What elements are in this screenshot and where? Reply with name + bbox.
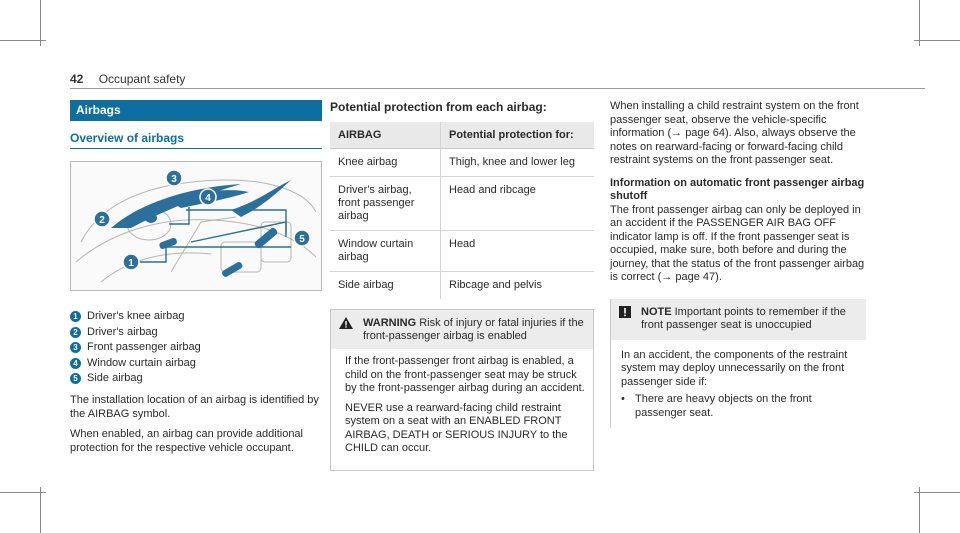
svg-text:5: 5	[299, 234, 305, 245]
crop-mark	[919, 487, 920, 533]
warning-box	[330, 309, 594, 471]
crop-mark	[914, 40, 960, 41]
table-cell: Head	[441, 231, 595, 272]
middle-column	[330, 100, 594, 471]
section-banner: Airbags	[70, 100, 322, 121]
svg-text:1: 1	[128, 258, 134, 269]
warning-paragraph: NEVER use a rearward-facing child restraint system on a seat with an ENABLED FRONT AIRBAG, DEATH or SERIOUS INJURY to the CHILD can occur.	[345, 401, 568, 454]
legend-item	[70, 325, 322, 341]
note-header	[611, 299, 866, 340]
table-row	[330, 149, 594, 177]
table-cell: Driver's airbag, front passenger airbag	[330, 177, 441, 231]
note-text: Important points to remember if the front passenger seat is unoccupied	[641, 305, 846, 331]
header-divider	[70, 88, 925, 89]
legend-text: Driver's knee airbag	[87, 310, 185, 322]
legend-text: Driver's airbag	[87, 325, 158, 338]
number-badge: 1	[70, 311, 81, 322]
legend-text: Side airbag	[87, 372, 143, 384]
svg-text:3: 3	[171, 174, 177, 185]
warning-header-text	[363, 317, 585, 343]
number-badge: 2	[70, 327, 81, 338]
warning-body	[331, 349, 593, 470]
table-cell: Knee airbag	[330, 149, 441, 177]
airbag-illustration	[70, 161, 322, 291]
column-header: Potential protection for:	[441, 122, 595, 149]
legend-text: Front passenger airbag	[87, 341, 201, 353]
number-badge: 5	[70, 373, 81, 384]
column-header: AIRBAG	[330, 122, 441, 149]
legend-item	[70, 356, 322, 372]
crop-mark	[914, 492, 960, 493]
paragraph: When installing a child restraint system on the front passenger seat, observe the vehicle-specific information (→ page 64). Also, always observe the notes on rearward-facing or forward-facing child restraint systems on the front passenger seat.	[610, 100, 859, 166]
number-badge: 3	[70, 342, 81, 353]
note-label: NOTE	[641, 305, 672, 318]
table-row	[330, 177, 594, 231]
warning-label: WARNING	[363, 317, 417, 329]
note-box	[610, 299, 866, 429]
subheading: Overview of airbags	[70, 131, 322, 149]
legend-item	[70, 371, 322, 387]
subheading: Information on automatic front passenger airbag shutoff	[610, 176, 865, 202]
table-row	[330, 272, 594, 300]
table-row	[330, 231, 594, 272]
table-cell: Head and ribcage	[441, 177, 595, 231]
right-column	[610, 100, 866, 428]
list-item-text: There are heavy objects on the front passenger seat.	[635, 393, 812, 419]
table-cell: Thigh, knee and lower leg	[441, 149, 595, 177]
page-header	[70, 72, 185, 86]
warning-text: Risk of injury or fatal injuries if the front-passenger airbag is enabled	[363, 317, 584, 342]
table-cell: Side airbag	[330, 272, 441, 300]
warning-paragraph: If the front-passenger front airbag is enabled, a child on the front-passenger seat may be struck by the front-passenger airbag during an accident.	[345, 355, 585, 394]
crop-mark	[0, 492, 46, 493]
crop-mark	[0, 40, 46, 41]
notice-icon	[619, 306, 641, 333]
table-cell: Window curtain airbag	[330, 231, 441, 272]
figure-legend	[70, 309, 322, 387]
section-title: Occupant safety	[98, 72, 186, 86]
protection-table	[330, 122, 594, 299]
legend-text: Window curtain airbag	[87, 356, 196, 369]
table-cell: Ribcage and pelvis	[441, 272, 595, 300]
note-paragraph: In an accident, the components of the restraint system may deploy unnecessarily on the front passenger side if:	[621, 348, 848, 388]
svg-text:2: 2	[99, 215, 105, 226]
note-header-text	[641, 306, 858, 333]
left-column	[70, 100, 322, 455]
table-header-row	[330, 122, 594, 149]
bullet-icon: •	[621, 393, 625, 405]
legend-item	[70, 309, 322, 325]
page-number: 42	[70, 72, 84, 86]
warning-triangle-icon	[339, 317, 363, 343]
list-item	[621, 393, 856, 420]
svg-text:4: 4	[205, 193, 211, 204]
paragraph: The installation location of an airbag is identified by the AIRBAG symbol.	[70, 393, 319, 420]
car-interior-illustration	[71, 162, 321, 290]
number-badge: 4	[70, 358, 81, 369]
paragraph: When enabled, an airbag can provide additional protection for the respective vehicle occupant.	[70, 427, 303, 454]
table-title: Potential protection from each airbag:	[330, 100, 547, 114]
crop-mark	[40, 487, 41, 533]
paragraph: The front passenger airbag can only be deployed in an accident if the PASSENGER AIR BAG OFF indicator lamp is off. If the front passenger seat is occupied, make sure, both before and during the journey, that the status of the front passenger airbag is correct (→ page 47).	[610, 203, 865, 283]
warning-header	[331, 310, 593, 349]
legend-item	[70, 340, 322, 356]
note-body	[611, 340, 866, 429]
